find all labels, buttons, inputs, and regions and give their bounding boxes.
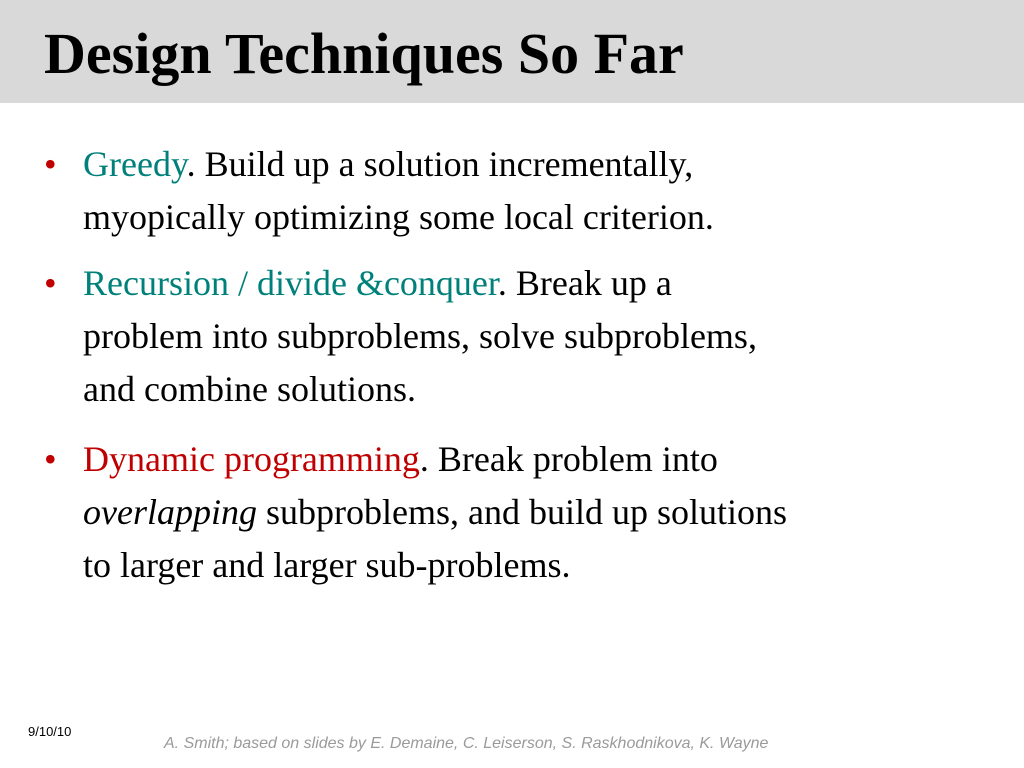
bullet-line bbox=[83, 433, 1003, 486]
term-dynamic-programming: Dynamic programming bbox=[83, 439, 420, 479]
bullet-description: subproblems, and build up solutions bbox=[256, 492, 787, 532]
bullet-line: to larger and larger sub-problems. bbox=[83, 545, 571, 585]
bullet-marker: • bbox=[44, 439, 57, 479]
bullet-description: . Break up a bbox=[497, 263, 672, 303]
bullet-description: . Break problem into bbox=[419, 439, 718, 479]
bullet-description: . Build up a solution incrementally, bbox=[186, 144, 694, 184]
bullet-marker: • bbox=[44, 263, 57, 303]
bullet-marker: • bbox=[44, 144, 57, 184]
footer-date: 9/10/10 bbox=[28, 724, 72, 739]
bullet-line: problem into subproblems, solve subproblems, bbox=[83, 316, 757, 356]
bullet-line bbox=[83, 486, 1003, 539]
bullet-text bbox=[83, 138, 1003, 244]
term-recursion-divide-conquer: Recursion / divide &conquer bbox=[83, 263, 498, 303]
term-greedy: Greedy bbox=[83, 144, 187, 184]
bullet-line bbox=[83, 138, 1003, 191]
bullet-line bbox=[83, 257, 1003, 310]
bullet-text bbox=[83, 433, 1003, 592]
bullet-line: and combine solutions. bbox=[83, 369, 416, 409]
slide-title: Design Techniques So Far bbox=[44, 21, 684, 86]
bullet-line: myopically optimizing some local criterion. bbox=[83, 197, 714, 237]
bullet-text bbox=[83, 257, 1003, 416]
footer-credit: A. Smith; based on slides by E. Demaine, C. Leiserson, S. Raskhodnikova, K. Wayne bbox=[164, 735, 769, 752]
emphasis-overlapping: overlapping bbox=[83, 492, 257, 532]
title-bar bbox=[0, 0, 1024, 103]
